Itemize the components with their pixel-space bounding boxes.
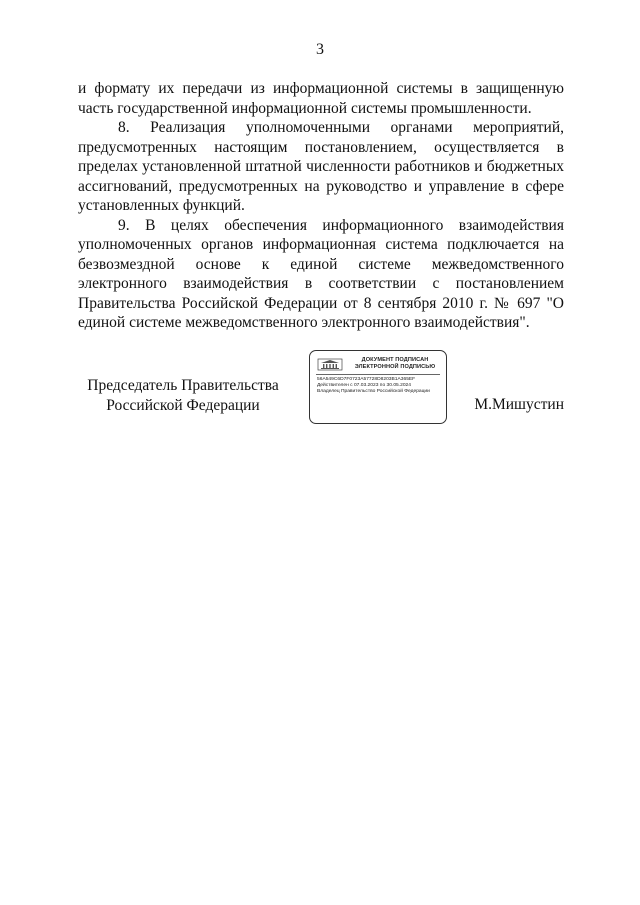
signer-title-line-2: Российской Федерации — [106, 396, 260, 414]
signer-title-line-1: Председатель Правительства — [87, 377, 279, 394]
stamp-certificate: 56A549C6D7F0723A57728D8203B1A365EF — [317, 377, 416, 382]
document-body — [78, 79, 564, 333]
paragraph-continuation: и формату их передачи из информационной системы в защищенную часть государственной информационной системы промышленности. — [78, 80, 564, 117]
stamp-heading — [346, 357, 444, 370]
page-number: 3 — [316, 41, 324, 58]
stamp-validity: Действителен с 07.03.2023 по 30.05.2024 — [317, 383, 411, 389]
stamp-issuer: Владелец Правительство Российской Федерации — [317, 389, 430, 395]
stamp-heading-line-1: ДОКУМЕНТ ПОДПИСАН — [361, 357, 429, 363]
signer-name: М.Мишустин — [474, 396, 564, 413]
signer-title — [78, 376, 288, 415]
stamp-divider — [316, 374, 440, 375]
signature-block — [0, 348, 640, 428]
stamp-heading-line-2: ЭЛЕКТРОННОЙ ПОДПИСЬЮ — [354, 363, 436, 370]
paragraph-9: 9. В целях обеспечения информационного взаимодействия уполномоченных органов информационная система подключается на безвозмездной основе к единой системе межведомственного электронного взаимодействия в соответствии с постановлением Правительства Российской Федерации от 8 сентября 2010 г. № 697 "О единой системе межведомственного электронного взаимодействия". — [78, 216, 564, 331]
government-building-icon — [317, 357, 343, 371]
electronic-signature-stamp — [309, 350, 447, 424]
paragraph-8: 8. Реализация уполномоченными органами мероприятий, предусмотренных настоящим постановлением, осуществляется в пределах установленной штатной численности работников и бюджетных ассигнований, предусмотренных на руководство и управление в сфере установленных функций. — [78, 119, 564, 214]
stamp-details — [317, 377, 443, 395]
